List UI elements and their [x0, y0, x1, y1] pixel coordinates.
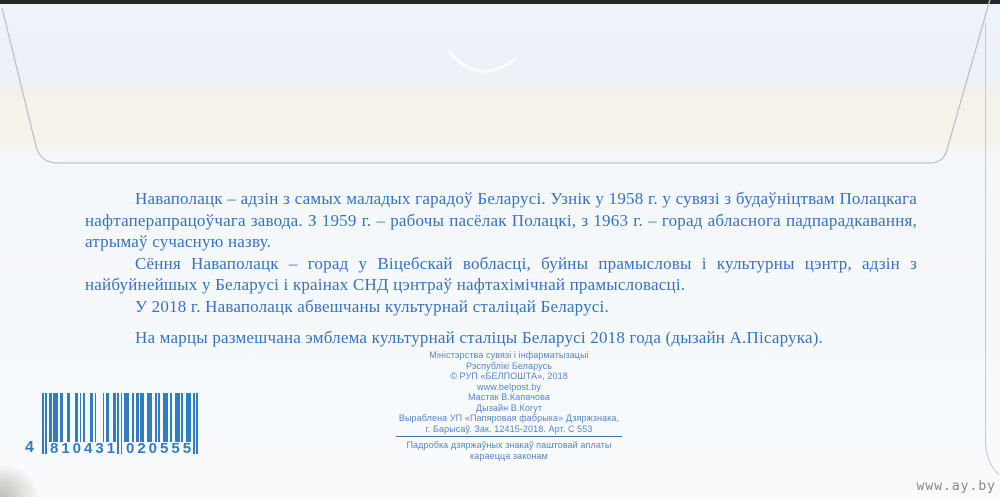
- imprint-line: Мастак В.Капачова: [467, 392, 551, 402]
- imprint-line: Выраблена УП «Папяровая фабрыка» Дзяржзнака,: [398, 413, 620, 423]
- imprint-line: Міністэрства сувязі і інфарматызацыі: [429, 350, 589, 360]
- imprint-footer-line: Падробка дзяржаўных знакаў паштовай аплаты: [406, 440, 612, 450]
- corner-shadow: [0, 463, 40, 497]
- main-text-block: [85, 188, 917, 349]
- barcode-ean13: [25, 393, 198, 460]
- barcode-digits-group2: 020555: [126, 440, 195, 457]
- scan-edge-top: [0, 0, 1000, 4]
- barcode-digits-group1: 810431: [50, 440, 119, 457]
- paragraph-history-2: Сёння Наваполацк – горад у Віцебскай вобласці, буйны прамысловы і культурны цэнтр, адзін з найбуйнейшых у Беларусі і краінах СНД цэнтраў нафтахімічнай прамысловасці.: [85, 253, 917, 294]
- imprint-line: г. Барысаў. Зак. 12415-2018. Арт. С 553: [425, 423, 593, 434]
- imprint-line: © РУП «БЕЛПОШТА», 2018: [450, 371, 568, 381]
- paragraph-history-1: Наваполацк – адзін з самых маладых гарадоў Беларусі. Узнік у 1958 г. у сувязі з будаўніцтвам Полацкага нафтаперапрацоўчага завода. З 1959 г. – рабочы пасёлак Полацкі, з 1963 г. – горад абласнога падпарадкавання, атрымаў сучасную назву.: [85, 189, 917, 251]
- imprint-block: [384, 350, 634, 461]
- imprint-divider: [396, 436, 622, 437]
- imprint-footer-line: караецца законам: [470, 450, 548, 461]
- imprint-line: Рэспублікі Беларусь: [465, 360, 553, 371]
- watermark-text: www.ay.by: [916, 479, 996, 494]
- imprint-line: Дызайн В.Когут: [475, 402, 543, 413]
- paragraph-capital-2018: У 2018 г. Наваполацк абвешчаны культурнай сталіцай Беларусі.: [135, 296, 609, 316]
- paragraph-stamp-note: На марцы размешчана эмблема культурнай сталіцы Беларусі 2018 года (дызайн А.Пісарука).: [135, 328, 824, 347]
- barcode-module: [196, 393, 198, 454]
- imprint-line: www.belpost.by: [477, 381, 541, 392]
- barcode-digit-left: 4: [25, 439, 34, 456]
